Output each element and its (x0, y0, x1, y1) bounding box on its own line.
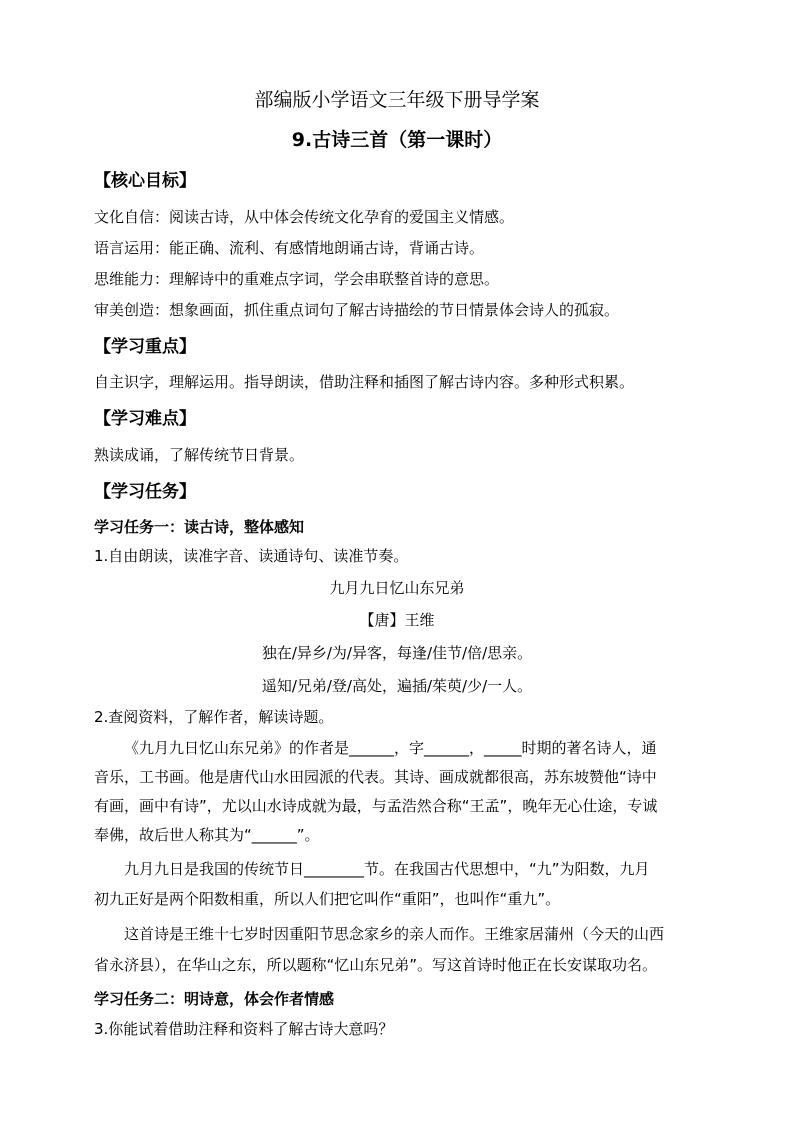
task-step-3: 3.你能试着借助注释和资料了解古诗大意吗？ (94, 1020, 394, 1038)
task-step-1: 1.自由朗读，读准字音、读通诗句、读准节奏。 (94, 547, 409, 565)
task1-title: 学习任务一：读古诗，整体感知 (94, 518, 305, 536)
lesson-title: 9.古诗三首（第一课时） (291, 129, 503, 151)
core-goal-item: 文化自信：阅读古诗，从中体会传统文化孕育的爱国主义情感。 (94, 208, 515, 226)
background-paragraph-line: 这首诗是王维十七岁时因重阳节思念家乡的亲人而作。王维家居蒲州（今天的山西 (124, 925, 665, 943)
core-goal-item: 语言运用：能正确、流利、有感情地朗诵古诗，背诵古诗。 (94, 239, 485, 257)
key-points-heading: 【学习重点】 (94, 337, 196, 357)
poem-author: 【唐】王维 (359, 611, 435, 629)
poem-line: 遥知/兄弟/登/高处，遍插/茱萸/少/一人。 (261, 677, 533, 695)
core-goals-heading: 【核心目标】 (94, 171, 196, 191)
festival-paragraph-line: 初九正好是两个阳数相重，所以人们把它叫作“重阳”，也叫作“重九”。 (94, 890, 561, 908)
core-goal-item: 审美创造：想象画面，抓住重点词句了解古诗描绘的节日情景体会诗人的孤寂。 (94, 301, 620, 319)
tasks-heading: 【学习任务】 (94, 482, 196, 502)
festival-paragraph-line: 九月九日是我国的传统节日________节。在我国古代思想中，“九”为阳数，九月 (124, 860, 650, 878)
author-paragraph-line: 音乐，工书画。他是唐代山水田园派的代表。其诗、画成就都很高，苏东坡赞他“诗中 (94, 768, 657, 786)
key-points-text: 自主识字，理解运用。指导朗读，借助注释和插图了解古诗内容。多种形式积累。 (94, 373, 635, 391)
core-goal-item: 思维能力：理解诗中的重难点字词，学会串联整首诗的意思。 (94, 270, 500, 288)
author-paragraph-line: 《九月九日忆山东兄弟》的作者是______，字______，_____时期的著名诗人，通 (124, 739, 657, 757)
difficulties-text: 熟读成诵，了解传统节日背景。 (94, 446, 305, 464)
document-header: 部编版小学语文三年级下册导学案 (254, 89, 540, 111)
task-step-2: 2.查阅资料，了解作者，解读诗题。 (94, 708, 334, 726)
difficulties-heading: 【学习难点】 (94, 409, 196, 429)
author-paragraph-line: 奉佛，故后世人称其为“______”。 (94, 826, 320, 844)
poem-title: 九月九日忆山东兄弟 (329, 579, 465, 597)
poem-line: 独在/异乡/为/异客，每逢/佳节/倍/思亲。 (261, 644, 533, 662)
background-paragraph-line: 省永济县），在华山之东，所以题称“忆山东兄弟”。写这首诗时他正在长安谋取功名。 (94, 956, 658, 974)
author-paragraph-line: 有画，画中有诗”，尤以山水诗成就为最，与孟浩然合称“王孟”，晚年无心仕途，专诚 (94, 797, 658, 815)
task2-title: 学习任务二：明诗意，体会作者情感 (94, 990, 335, 1008)
